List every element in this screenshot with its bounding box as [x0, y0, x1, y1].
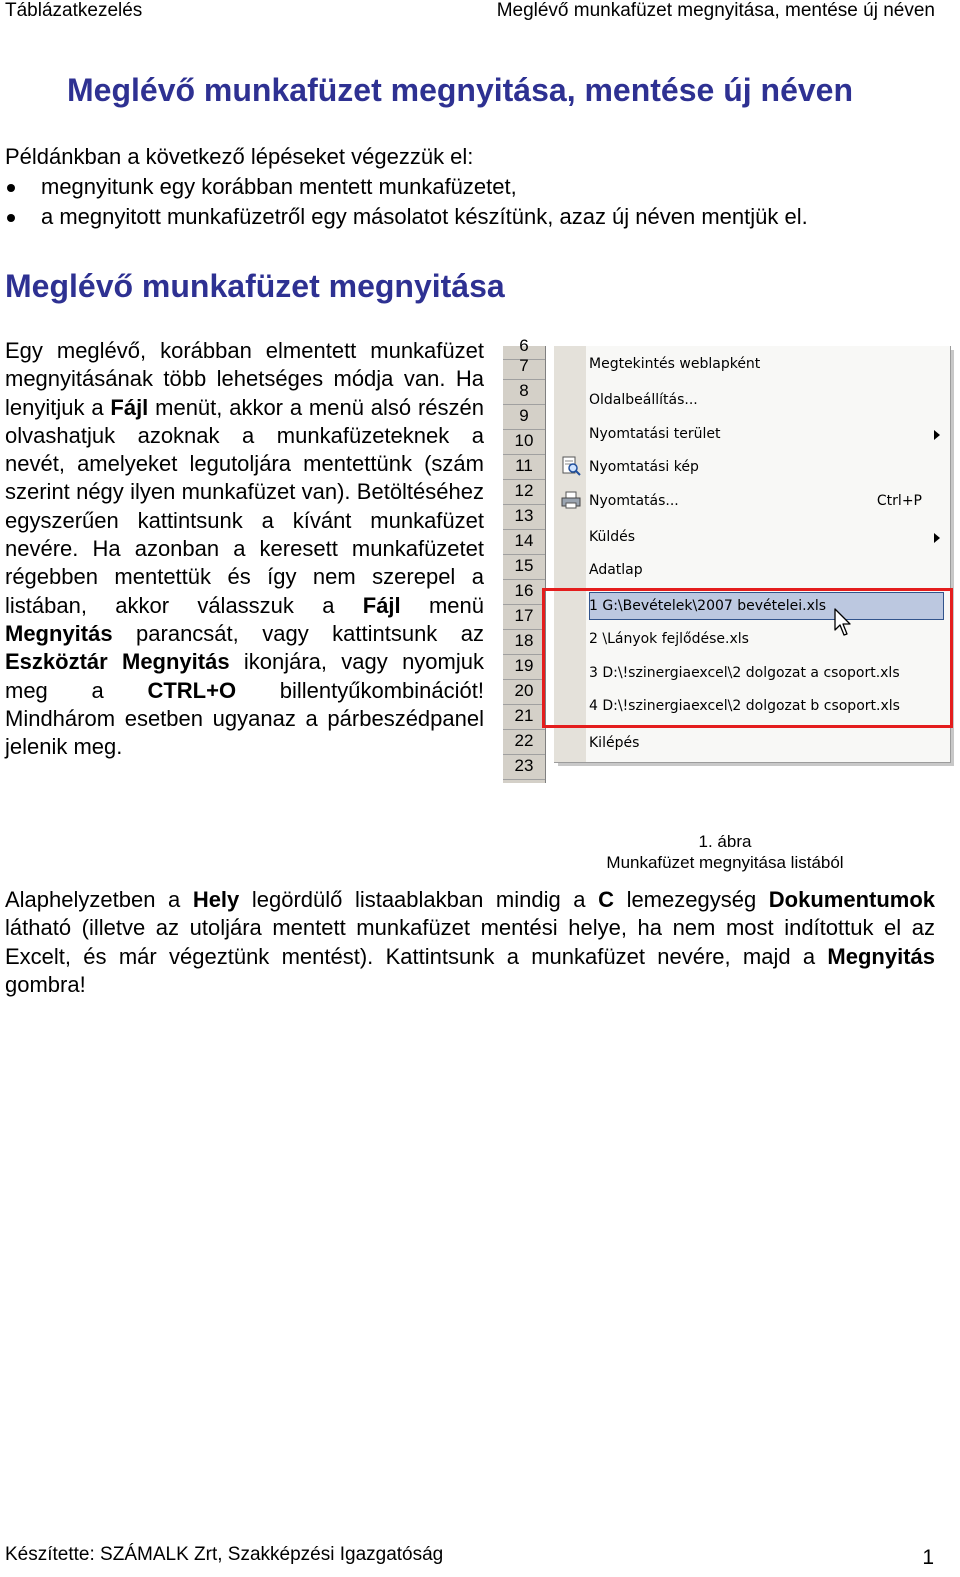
row-header-column [503, 336, 546, 783]
row-number[interactable]: 16 [503, 579, 545, 605]
recent-file-1[interactable]: 1 G:\Bevételek\2007 bevételei.xls [589, 598, 827, 614]
menu-item-page-setup[interactable]: Oldalbeállítás... [589, 392, 698, 408]
section-heading: Meglévő munkafüzet megnyitása [5, 268, 505, 304]
menu-item-send[interactable]: Küldés [589, 529, 636, 545]
list-item: megnyitunk egy korábban mentett munkafüzetet, [5, 172, 808, 202]
mouse-cursor-icon [834, 608, 854, 638]
print-shortcut: Ctrl+P [876, 493, 922, 509]
header-right: Meglévő munkafüzet megnyitása, mentése új néven [496, 0, 935, 21]
menu-item-print[interactable]: Nyomtatás... [589, 493, 679, 509]
body-paragraph-1: Egy meglévő, korábban elmentett munkafüzet megnyitásának több lehetséges módja van. Ha lenyitjuk a Fájl menüt, akkor a menü alsó részén olvashatjuk azoknak a munkafüzeteknek a nevét, amelyeket legutoljára mentettünk (szám szerint négy ilyen munkafüzet van). Betöltéséhez egyszerűen kattintsunk a kívánt munkafüzet nevére. Ha azonban a keresett munkafüzetet régebben mentettük és így nem szerepel a listában, akkor válasszuk a Fájl menü Megnyitás parancsát, vagy kattintsunk az Eszköztár Megnyitás ikonjára, vagy nyomjuk meg a CTRL+O billentyűkombinációt! Mindhárom esetben ugyanaz a párbeszédpanel jelenik meg. [5, 338, 484, 760]
step-list [5, 172, 808, 232]
figure-caption: Munkafüzet megnyitása listából [606, 853, 844, 872]
row-number[interactable]: 15 [503, 554, 545, 580]
page-number: 1 [922, 1546, 934, 1569]
row-number[interactable]: 20 [503, 679, 545, 705]
row-number[interactable]: 18 [503, 629, 545, 655]
menu-item-properties[interactable]: Adatlap [589, 562, 643, 578]
header-left: Táblázatkezelés [5, 0, 143, 21]
menu-item-web-preview[interactable]: Megtekintés weblapként [589, 356, 761, 372]
row-number[interactable]: 9 [503, 404, 545, 430]
figure-number: 1. ábra [698, 832, 752, 851]
row-number[interactable]: 10 [503, 429, 545, 455]
printer-icon [561, 490, 581, 510]
menu-item-exit[interactable]: Kilépés [589, 735, 640, 751]
submenu-arrow-icon [934, 533, 940, 543]
submenu-arrow-icon [934, 430, 940, 440]
intro-text: Példánkban a következő lépéseket végezzük el: [5, 144, 474, 169]
row-number[interactable]: 12 [503, 479, 545, 505]
row-number[interactable]: 23 [503, 754, 545, 780]
bullet-icon [7, 214, 15, 222]
row-number[interactable]: 22 [503, 729, 545, 755]
file-menu-screenshot [503, 336, 955, 783]
recent-file-4[interactable]: 4 D:\!szinergiaexcel\2 dolgozat b csoport.xls [589, 698, 900, 714]
row-number[interactable]: 14 [503, 529, 545, 555]
row-number[interactable]: 17 [503, 604, 545, 630]
row-number[interactable]: 19 [503, 654, 545, 680]
page-title: Meglévő munkafüzet megnyitása, mentése új néven [67, 72, 854, 108]
list-item: a megnyitott munkafüzetről egy másolatot készítünk, azaz új néven mentjük el. [5, 202, 808, 232]
recent-files-highlight-box [542, 588, 953, 728]
recent-file-2[interactable]: 2 \Lányok fejlődése.xls [589, 631, 749, 647]
menu-item-print-preview[interactable]: Nyomtatási kép [589, 459, 699, 475]
menu-item-print-area[interactable]: Nyomtatási terület [589, 426, 721, 442]
row-number: 6 [503, 334, 545, 360]
row-number[interactable]: 21 [503, 704, 545, 730]
recent-file-3[interactable]: 3 D:\!szinergiaexcel\2 dolgozat a csoport.xls [589, 665, 900, 681]
print-preview-icon [561, 456, 581, 476]
bullet-icon [7, 184, 15, 192]
row-number[interactable]: 13 [503, 504, 545, 530]
row-number[interactable]: 7 [503, 354, 545, 380]
footer-author: Készítette: SZÁMALK Zrt, Szakképzési Igazgatóság [5, 1544, 444, 1565]
row-number[interactable]: 8 [503, 379, 545, 405]
body-paragraph-2: Alaphelyzetben a Hely legördülő listaablakban mindig a C lemezegység Dokumentumok látható (illetve az utoljára mentett munkafüzet mentési helye, ha nem most indítottuk el az Excelt, és már végeztünk mentést). Kattintsunk a munkafüzet nevére, majd a Megnyitás gombra! [5, 887, 936, 997]
row-number[interactable]: 11 [503, 454, 545, 480]
